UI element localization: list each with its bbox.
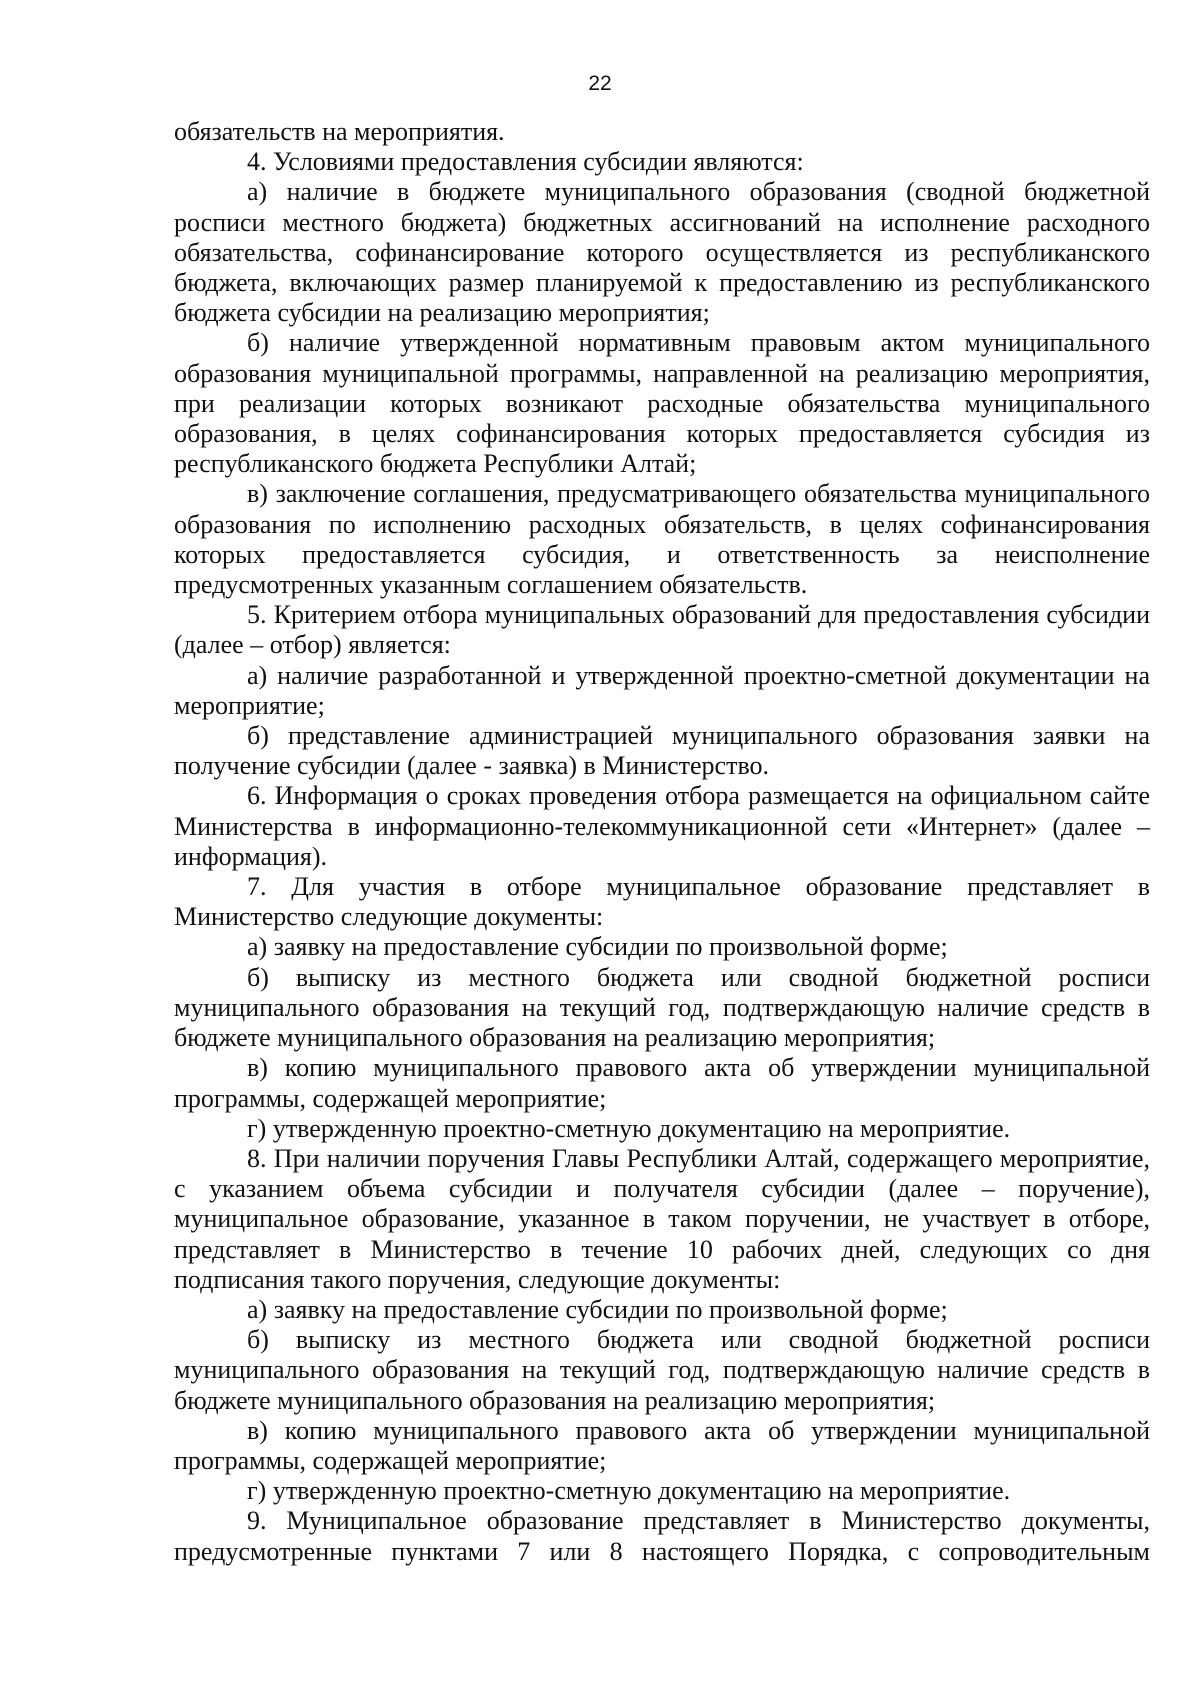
paragraph: г) утвержденную проектно-сметную документацию на мероприятие.: [247, 1476, 1011, 1506]
paragraph: б) выписку из местного бюджета или сводной бюджетной росписи муниципального образования на текущий год, подтверждающую наличие средств в бюджете муниципального образования на реализацию мероприятия;: [174, 1325, 1150, 1415]
paragraph: а) заявку на предоставление субсидии по произвольной форме;: [247, 1294, 948, 1324]
paragraph: б) наличие утвержденной нормативным правовым актом муниципального образования муниципальной программы, направленной на реализацию мероприятия, при реализации которых возникают расходные обязательства муниципального образования, в целях софинансирования которых предоставляется субсидия из республиканского бюджета Республики Алтай;: [174, 328, 1150, 479]
page-number: 22: [588, 72, 612, 95]
paragraph: а) заявку на предоставление субсидии по произвольной форме;: [247, 932, 948, 962]
paragraph: г) утвержденную проектно-сметную документацию на мероприятие.: [247, 1113, 1011, 1143]
paragraph: в) копию муниципального правового акта об утверждении муниципальной программы, содержащей мероприятие;: [174, 1415, 1150, 1475]
paragraph: в) заключение соглашения, предусматривающего обязательства муниципального образования по исполнению расходных обязательств, в целях софинансирования которых предоставляется субсидия, и ответственность за неисполнение предусмотренных указанным соглашением обязательств.: [174, 479, 1150, 600]
paragraph: 8. При наличии поручения Главы Республики Алтай, содержащего мероприятие, с указанием объема субсидии и получателя субсидии (далее – поручение), муниципальное образование, указанное в таком поручении, не участвует в отборе, представляет в Министерство в течение 10 рабочих дней, следующих со дня подписания такого поручения, следующие документы:: [174, 1143, 1150, 1294]
paragraph: б) представление администрацией муниципального образования заявки на получение субсидии (далее - заявка) в Министерство.: [174, 721, 1150, 781]
paragraph: 4. Условиями предоставления субсидии являются:: [247, 147, 804, 177]
paragraph: в) копию муниципального правового акта об утверждении муниципальной программы, содержащей мероприятие;: [174, 1053, 1150, 1113]
paragraph: 7. Для участия в отборе муниципальное образование представляет в Министерство следующие документы:: [174, 872, 1150, 932]
paragraph: обязательств на мероприятия.: [174, 117, 505, 146]
paragraph: а) наличие в бюджете муниципального образования (сводной бюджетной росписи местного бюджета) бюджетных ассигнований на исполнение расходного обязательства, софинансирование которого осуществляется из республиканского бюджета, включающих размер планируемой к предоставлению из республиканского бюджета субсидии на реализацию мероприятия;: [174, 177, 1150, 328]
paragraph: а) наличие разработанной и утвержденной проектно-сметной документации на мероприятие;: [174, 660, 1150, 720]
paragraph: б) выписку из местного бюджета или сводной бюджетной росписи муниципального образования на текущий год, подтверждающую наличие средств в бюджете муниципального образования на реализацию мероприятия;: [174, 962, 1150, 1053]
document-body: [174, 117, 1150, 1567]
paragraph: 9. Муниципальное образование представляет в Министерство документы, предусмотренные пунктами 7 или 8 настоящего Порядка, с сопроводительным: [174, 1506, 1150, 1566]
paragraph: 6. Информация о сроках проведения отбора размещается на официальном сайте Министерства в информационно-телекоммуникационной сети «Интернет» (далее – информация).: [174, 781, 1150, 871]
paragraph: 5. Критерием отбора муниципальных образований для предоставления субсидии (далее – отбор) является:: [174, 600, 1150, 660]
